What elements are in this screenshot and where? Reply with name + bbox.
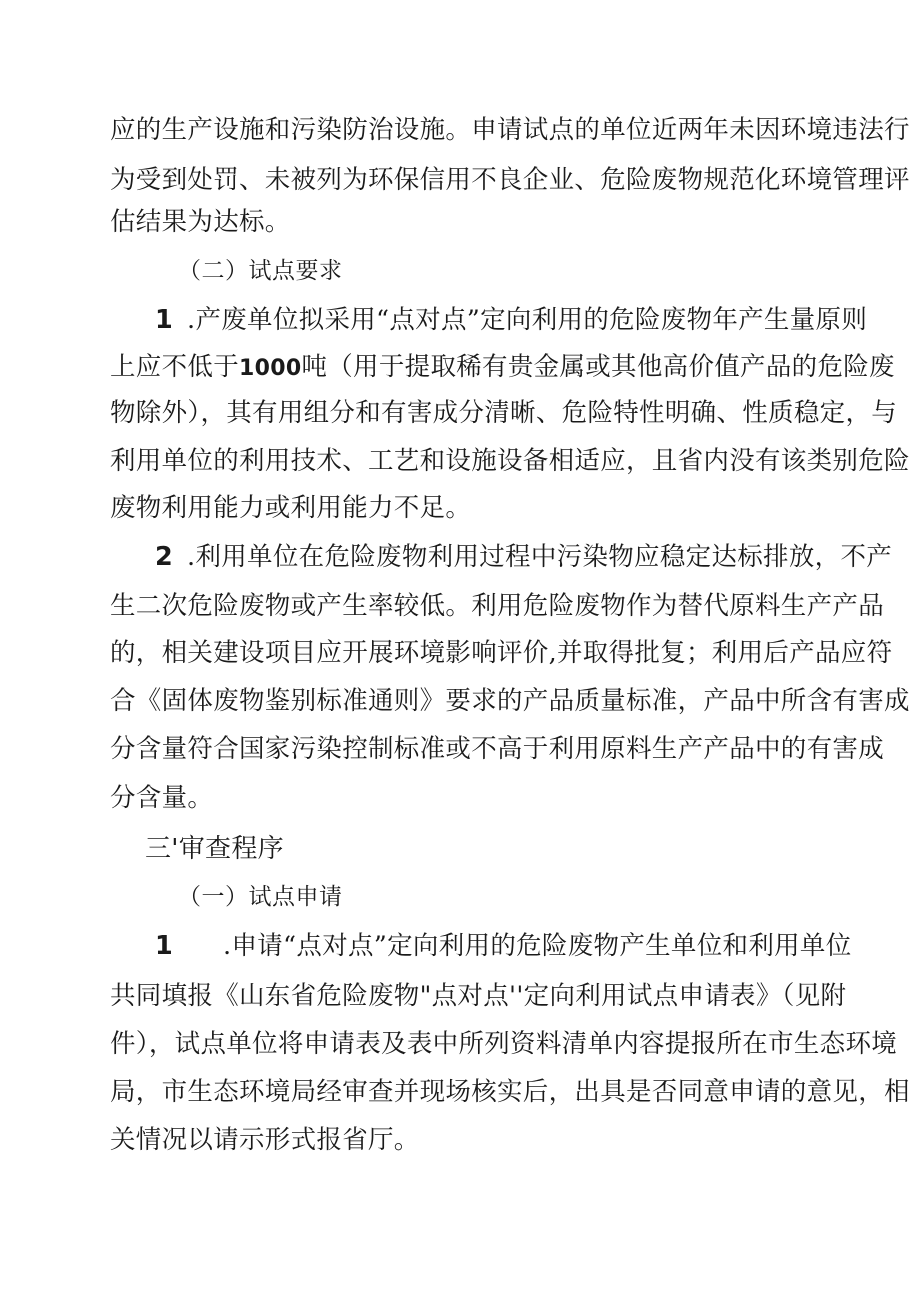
item-3-line-5: 关情况以请示形式报省厅。 (110, 1125, 420, 1155)
item-text: .产废单位拟采用“点对点”定向利用的危险废物年产生量原则 (187, 305, 868, 335)
item-text: .申请“点对点”定向利用的危险废物产生单位和利用单位 (223, 931, 852, 961)
item-1-line-5: 废物利用能力或利用能力不足。 (110, 493, 472, 523)
item-3-line-1 (155, 930, 852, 962)
item-number: 2 (155, 542, 174, 572)
item-number: 1 (155, 305, 174, 335)
paragraph-line: 为受到处罚、未被列为环保信用不良企业、危险废物规范化环境管理评 (110, 165, 910, 195)
item-text: 上应不低于 (110, 352, 240, 382)
item-2-line-1 (155, 541, 893, 573)
sub-heading-pilot-application: （一）试点申请 (178, 884, 343, 910)
item-1-line-2 (110, 351, 895, 383)
item-2-line-6: 分含量。 (110, 783, 214, 813)
item-1-line-4: 利用单位的利用技术、工艺和设施设备相适应，且省内没有该类别危险 (110, 446, 910, 476)
item-2-line-5: 分含量符合国家污染控制标准或不高于利用原料生产产品中的有害成 (110, 734, 885, 764)
item-text: .利用单位在危险废物利用过程中污染物应稳定达标排放，不产 (187, 542, 893, 572)
item-2-line-2: 生二次危险废物或产生率较低。利用危险废物作为替代原料生产产品 (110, 591, 885, 621)
item-1-line-3: 物除外），其有用组分和有害成分清晰、危险特性明确、性质稳定，与 (110, 398, 898, 428)
item-number: 1 (155, 931, 174, 961)
paragraph-line: 估结果为达标。 (110, 207, 291, 237)
item-2-line-3: 的，相关建设项目应开展环境影响评价,并取得批复；利用后产品应符 (110, 638, 893, 668)
item-1-line-1 (155, 304, 868, 336)
section-heading-review-procedure: 三'审查程序 (145, 834, 284, 864)
item-3-line-4: 局，市生态环境局经审查并现场核实后，出具是否同意申请的意见，相 (110, 1077, 910, 1107)
item-3-line-3: 件），试点单位将申请表及表中所列资料清单内容提报所在市生态环境 (110, 1029, 898, 1059)
item-text: 吨（用于提取稀有贵金属或其他高价值产品的危险废 (301, 352, 895, 382)
item-2-line-4: 合《固体废物鉴别标准通则》要求的产品质量标准，产品中所含有害成 (110, 686, 910, 716)
item-3-line-2: 共同填报《山东省危险废物"点对点''定向利用试点申请表》（见附 (110, 981, 847, 1011)
amount-value: 1000 (239, 356, 302, 381)
paragraph-line: 应的生产设施和污染防治设施。申请试点的单位近两年未因环境违法行 (110, 115, 910, 145)
section-heading-requirements: （二）试点要求 (178, 258, 343, 284)
